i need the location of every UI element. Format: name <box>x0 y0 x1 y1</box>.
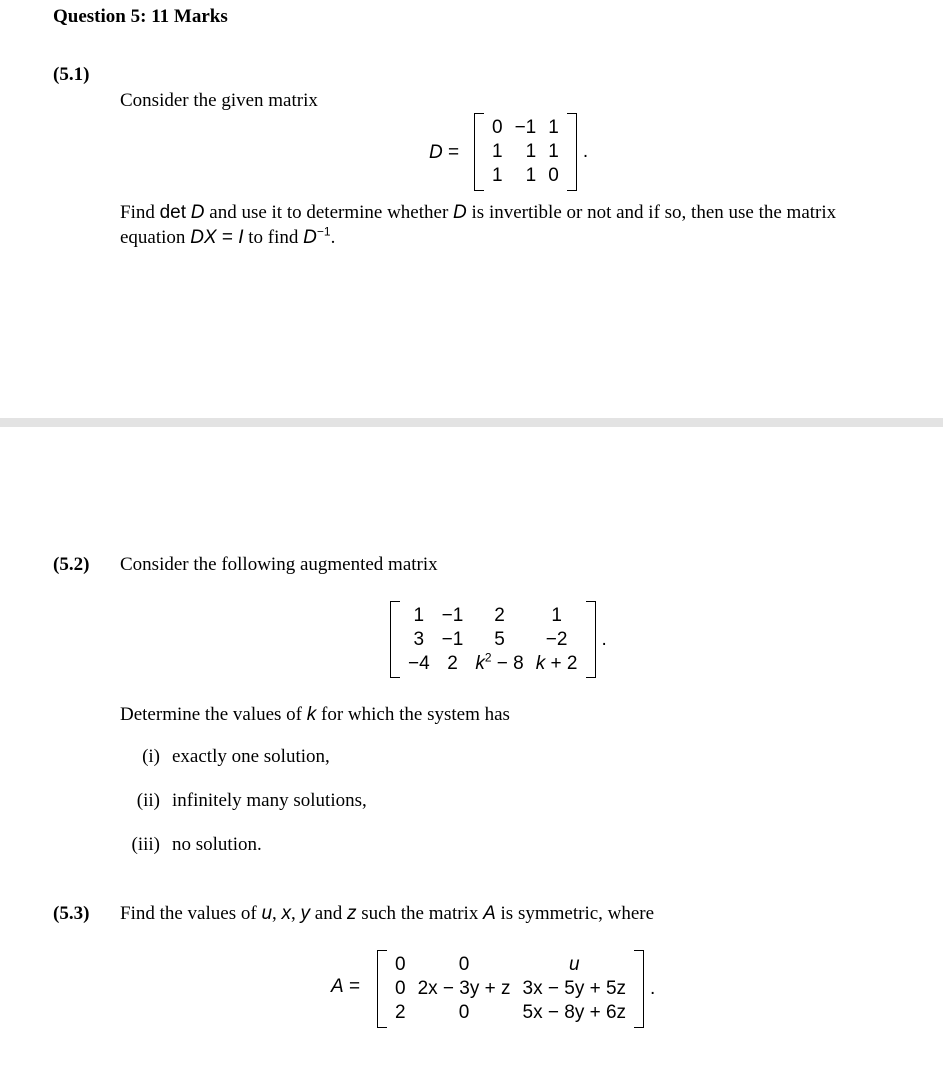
matrix-cell: 0 <box>458 954 470 975</box>
q51-label: (5.1) <box>53 64 90 85</box>
matrix-cell: 0 <box>458 1002 470 1023</box>
matrix-cell: −4 <box>408 652 430 674</box>
matrix-cell: 5 <box>494 628 505 650</box>
q52-label: (5.2) <box>53 554 90 575</box>
matrix-row <box>486 116 565 140</box>
matrix-cell: 1 <box>525 165 537 186</box>
matrix-cell-k-plus: k + 2 <box>535 652 578 674</box>
q53-text: Find the values of u, x, y and z such the matrix A is symmetric, where <box>120 903 655 924</box>
list-item-number: (ii) <box>136 790 160 811</box>
left-bracket <box>377 950 387 1028</box>
right-bracket <box>567 113 577 191</box>
matrix-cell: 5x − 8y + 6z <box>522 1002 627 1023</box>
matrix-cell: 2x − 3y + z <box>417 978 511 999</box>
q52-matrix-table <box>402 604 584 676</box>
matrix-row <box>402 652 584 676</box>
matrix-row <box>402 628 584 652</box>
q51-matrix: 0 −1 1 1 1 1 1 1 0 . <box>474 113 588 191</box>
matrix-row <box>389 977 632 1001</box>
matrix-cell: 0 <box>492 117 503 138</box>
matrix-cell: 0 <box>395 954 406 975</box>
q51-intro: Consider the given matrix <box>120 90 318 111</box>
matrix-cell: 1 <box>492 165 503 186</box>
matrix-cell: 1 <box>413 604 425 626</box>
matrix-cell: 2 <box>395 1002 406 1023</box>
q53-matrix-table <box>389 953 632 1025</box>
matrix-cell: 1 <box>492 141 503 162</box>
q51-find-line: Find det D and use it to determine whether D is invertible or not and if so, then use the matrix <box>120 202 837 223</box>
matrix-row <box>389 1001 632 1025</box>
matrix-row <box>486 164 565 188</box>
list-item: exactly one solution, <box>172 746 330 767</box>
list-item-number: (iii) <box>131 834 160 855</box>
section-divider <box>0 418 943 427</box>
matrix-cell: −1 <box>441 604 464 626</box>
matrix-cell: 3x − 5y + 5z <box>522 978 627 999</box>
left-bracket <box>390 601 400 678</box>
matrix-cell: 0 <box>548 165 559 186</box>
list-item: no solution. <box>172 834 262 855</box>
matrix-cell: 0 <box>395 978 406 999</box>
matrix-row <box>389 953 632 977</box>
list-item-number: (i) <box>142 746 160 767</box>
q51-matrix-name: D = <box>429 142 460 163</box>
matrix-cell: 2 <box>494 604 505 626</box>
matrix-cell: 1 <box>548 117 559 138</box>
matrix-cell: 1 <box>548 141 559 162</box>
q51-equation-line: equation DX = I to find $D^{-1}$. <box>120 224 336 248</box>
matrix-cell: 3 <box>413 628 425 650</box>
matrix-cell: −2 <box>545 628 568 650</box>
left-bracket <box>474 113 484 191</box>
list-item: infinitely many solutions, <box>172 790 367 811</box>
matrix-row <box>402 604 584 628</box>
question-number: Question 5 <box>53 6 141 27</box>
matrix-cell: u <box>569 954 580 975</box>
matrix-cell-k-squared: $k^2 - 8$ <box>475 650 524 674</box>
right-bracket <box>634 950 644 1028</box>
matrix-cell: 1 <box>551 604 562 626</box>
q53-matrix-name: A = <box>331 976 361 997</box>
matrix-cell: −1 <box>441 628 464 650</box>
question-marks: 11 Marks <box>151 6 228 27</box>
q51-matrix-table <box>486 116 565 188</box>
question-title: Question 5: 11 Marks <box>53 6 228 27</box>
matrix-cell: 1 <box>525 141 537 162</box>
matrix-cell: 2 <box>447 652 458 674</box>
q52-determine: Determine the values of k for which the system has <box>120 704 510 725</box>
q53-matrix: 0 0 u 0 2x − 3y + z 3x − 5y + 5z 2 0 5x − 8y + 6z . <box>377 950 655 1028</box>
q53-label: (5.3) <box>53 903 90 924</box>
q52-intro: Consider the following augmented matrix <box>120 554 438 575</box>
matrix-cell: −1 <box>514 117 537 138</box>
right-bracket <box>586 601 596 678</box>
matrix-row <box>486 140 565 164</box>
q52-augmented-matrix: 1 −1 2 1 3 −1 5 −2 −4 2 $k^2 - 8$ k + 2 . <box>390 601 607 678</box>
